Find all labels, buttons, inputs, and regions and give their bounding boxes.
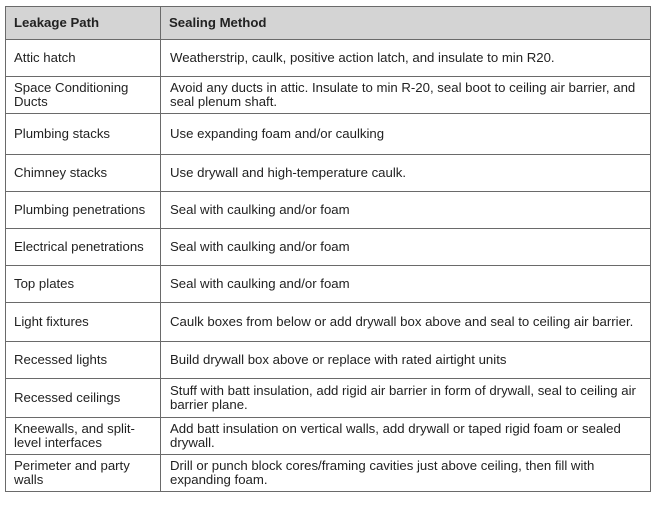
leakage-path-cell: Perimeter and party walls <box>6 455 161 492</box>
sealing-method-cell: Seal with caulking and/or foam <box>161 266 651 303</box>
table-body <box>6 40 651 492</box>
table-row <box>6 418 651 455</box>
table-row <box>6 192 651 229</box>
table-row <box>6 266 651 303</box>
table-row <box>6 455 651 492</box>
leakage-path-cell: Attic hatch <box>6 40 161 77</box>
table-row <box>6 40 651 77</box>
sealing-method-cell: Use drywall and high-temperature caulk. <box>161 155 651 192</box>
sealing-method-cell: Avoid any ducts in attic. Insulate to min R-20, seal boot to ceiling air barrier, and seal plenum shaft. <box>161 77 651 114</box>
leakage-path-cell: Kneewalls, and split-level interfaces <box>6 418 161 455</box>
table-row <box>6 155 651 192</box>
leakage-path-cell: Light fixtures <box>6 303 161 342</box>
sealing-method-cell: Seal with caulking and/or foam <box>161 192 651 229</box>
sealing-method-cell: Caulk boxes from below or add drywall box above and seal to ceiling air barrier. <box>161 303 651 342</box>
sealing-method-cell: Stuff with batt insulation, add rigid air barrier in form of drywall, seal to ceiling air barrier plane. <box>161 379 651 418</box>
table-row <box>6 342 651 379</box>
sealing-method-cell: Build drywall box above or replace with rated airtight units <box>161 342 651 379</box>
leakage-path-cell: Recessed ceilings <box>6 379 161 418</box>
sealing-method-cell: Add batt insulation on vertical walls, add drywall or taped rigid foam or sealed drywall. <box>161 418 651 455</box>
leakage-path-cell: Space Conditioning Ducts <box>6 77 161 114</box>
header-sealing-method: Sealing Method <box>161 7 651 40</box>
sealing-method-cell: Use expanding foam and/or caulking <box>161 114 651 155</box>
sealing-method-cell: Drill or punch block cores/framing cavities just above ceiling, then fill with expanding foam. <box>161 455 651 492</box>
table-row <box>6 303 651 342</box>
table-row <box>6 114 651 155</box>
sealing-method-cell: Seal with caulking and/or foam <box>161 229 651 266</box>
leakage-path-cell: Chimney stacks <box>6 155 161 192</box>
table-header <box>6 7 651 40</box>
leakage-path-cell: Electrical penetrations <box>6 229 161 266</box>
sealing-method-cell: Weatherstrip, caulk, positive action latch, and insulate to min R20. <box>161 40 651 77</box>
leakage-path-cell: Plumbing penetrations <box>6 192 161 229</box>
table-row <box>6 77 651 114</box>
table-row <box>6 379 651 418</box>
table-row <box>6 229 651 266</box>
leakage-path-cell: Plumbing stacks <box>6 114 161 155</box>
leakage-sealing-table <box>5 6 651 492</box>
header-row <box>6 7 651 40</box>
header-leakage-path: Leakage Path <box>6 7 161 40</box>
leakage-path-cell: Recessed lights <box>6 342 161 379</box>
leakage-path-cell: Top plates <box>6 266 161 303</box>
